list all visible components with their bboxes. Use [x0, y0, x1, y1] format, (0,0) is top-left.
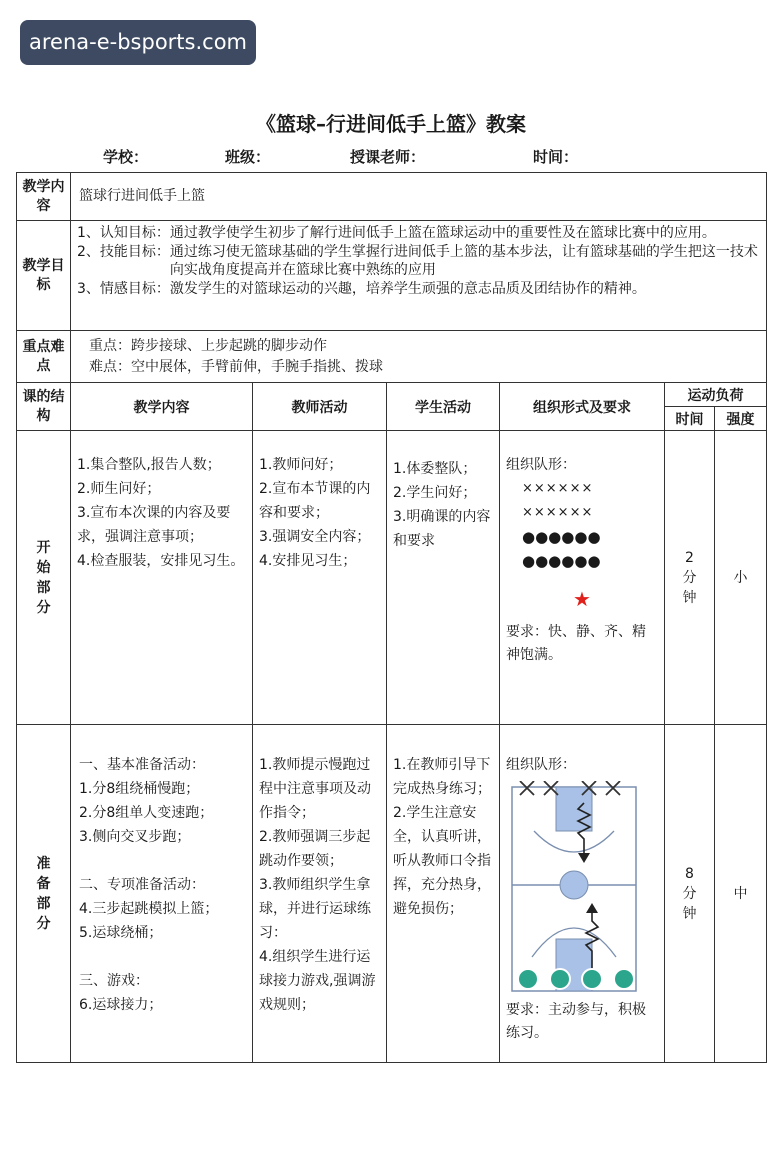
- formation-row-dots: ●●●●●●: [522, 528, 601, 546]
- header-load: 运动负荷: [665, 383, 767, 407]
- load-time: 2分钟: [665, 431, 715, 725]
- teacher-star-icon: ★: [573, 587, 591, 611]
- load-intensity: 小: [715, 431, 767, 725]
- section-name: 准备部分: [17, 725, 71, 1063]
- meta-class: 班级：: [225, 148, 271, 166]
- header-intensity: 强度: [715, 407, 767, 431]
- top-key: [556, 787, 592, 831]
- lesson-plan-table: [16, 172, 767, 1063]
- arrow-head-down: [578, 853, 590, 863]
- objective-item: 1、认知目标： 通过教学使学生初步了解行进间低手上篮在篮球运动中的重要性及在篮球比赛中的应用。: [77, 225, 716, 241]
- student-activity: 1.在教师引导下完成热身练习； 2.学生注意安全，认真听讲，听从教师口令指挥，充分热身，避免损伤；: [387, 725, 500, 1063]
- keypoints-cell: [71, 331, 767, 383]
- student-activity: 1.体委整队； 2.学生问好； 3.明确课的内容和要求: [387, 431, 500, 725]
- meta-teacher: 授课老师：: [350, 148, 426, 166]
- org-title: 组织队形：: [506, 457, 576, 473]
- page-title: 《篮球–行进间低手上篮》教案: [256, 112, 526, 136]
- meta-school: 学校：: [103, 148, 149, 166]
- objectives-label: 教学目标: [17, 221, 71, 331]
- section-content: 1.集合整队,报告人数； 2.师生问好； 3.宣布本次课的内容及要求，强调注意事项； 4.检查服装，安排见习生。: [71, 431, 253, 725]
- header-time: 时间: [665, 407, 715, 431]
- header-structure: 课的结构: [17, 383, 71, 431]
- center-circle: [560, 871, 588, 899]
- header-teacher: 教师活动: [253, 383, 387, 431]
- formation-row-cross: ××××××: [522, 481, 594, 496]
- load-intensity: 中: [715, 725, 767, 1063]
- objectives-list: [71, 221, 767, 331]
- content-label: 教学内容: [17, 173, 71, 221]
- org-title: 组织队形：: [506, 757, 576, 773]
- keypoints-label: 重点难点: [17, 331, 71, 383]
- header-content: 教学内容: [71, 383, 253, 431]
- content-value: 篮球行进间低手上篮: [71, 173, 767, 221]
- teacher-activity: 1.教师问好； 2.宣布本节课的内容和要求； 3.强调安全内容； 4.安排见习生；: [253, 431, 387, 725]
- formation-row-dots: ●●●●●●: [522, 552, 601, 570]
- header-organization: 组织形式及要求: [500, 383, 665, 431]
- org-requirement: 要求：快、静、齐、精神饱满。: [506, 624, 646, 663]
- formation-diagram: [506, 477, 658, 573]
- key-point: 重点：跨步接球、上步起跳的脚步动作: [89, 337, 327, 354]
- arrow-head-up: [586, 903, 598, 913]
- organization-cell: [500, 431, 665, 725]
- org-requirement: 要求：主动参与，积极练习。: [506, 1002, 646, 1041]
- court-diagram: [508, 781, 658, 993]
- difficult-point: 难点：空中展体，手臂前伸，手腕手指挑、拨球: [89, 358, 383, 375]
- load-time: 8分钟: [665, 725, 715, 1063]
- meta-time: 时间：: [533, 148, 579, 166]
- watermark-badge: arena-e-bsports.com: [20, 20, 256, 65]
- section-content: 一、基本准备活动： 1.分8组绕桶慢跑； 2.分8组单人变速跑； 3.侧向交叉步跑； 二、专项准备活动： 4.三步起跳模拟上篮； 5.运球绕桶； 三、游戏： 6.运球接力；: [71, 725, 253, 1063]
- section-name: 开始部分: [17, 431, 71, 725]
- formation-row-cross: ××××××: [522, 505, 594, 520]
- top-arc: [534, 831, 614, 852]
- teacher-activity: 1.教师提示慢跑过程中注意事项及动作指令； 2.教师强调三步起跳动作要领； 3.教师组织学生拿球，并进行运球练习： 4.组织学生进行运球接力游戏,强调游戏规则；: [253, 725, 387, 1063]
- objective-item: 3、情感目标： 激发学生的对篮球运动的兴趣，培养学生顽强的意志品质及团结协作的精神。: [77, 280, 646, 297]
- header-student: 学生活动: [387, 383, 500, 431]
- organization-cell: [500, 725, 665, 1063]
- objective-item: 2、技能目标： 通过练习使无篮球基础的学生掌握行进间低手上篮的基本步法，让有篮球基础的学生把这一技术向实战角度提高并在篮球比赛中熟练的应用: [77, 243, 758, 278]
